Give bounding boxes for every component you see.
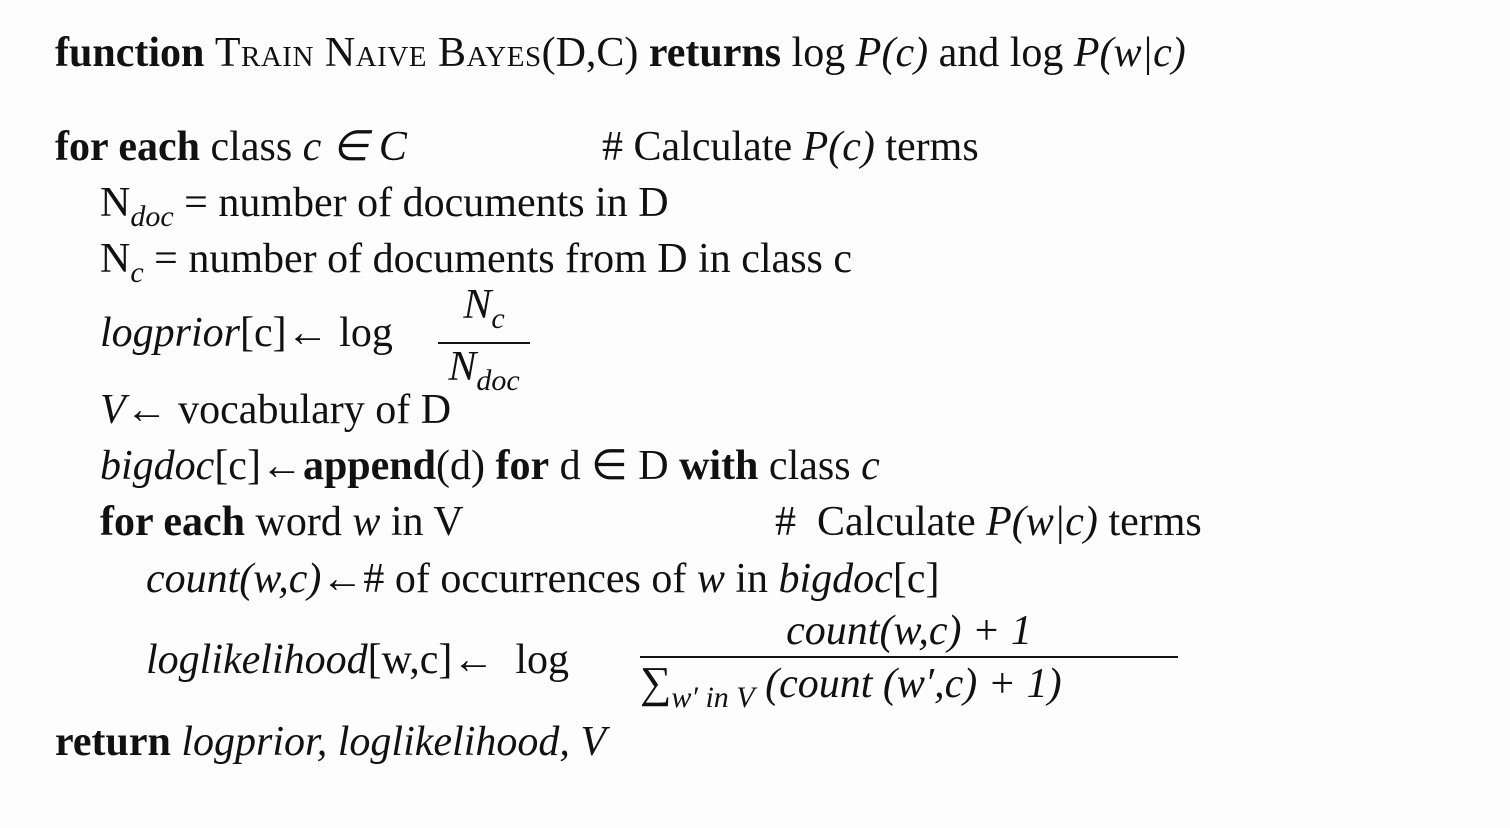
returns-log: log (791, 30, 846, 76)
returns-and: and log (938, 30, 1064, 76)
bigdoc-assign: [c]← (214, 443, 303, 489)
nc-subscript: c (130, 256, 144, 289)
count-in: in (735, 556, 769, 602)
bigdoc-arg: (d) (436, 443, 485, 489)
nc-symbol: N (100, 236, 131, 282)
loglikelihood-name: loglikelihood (146, 637, 368, 683)
count-definition: ←# of occurrences of (321, 556, 687, 602)
count-word-var: w (696, 556, 725, 602)
likelihood-numerator: count(w,c) + 1 (786, 608, 1032, 654)
likelihood-fraction (640, 606, 1178, 723)
keyword-returns: returns (648, 30, 782, 76)
ndoc-symbol: N (100, 180, 131, 226)
comment2-text: Calculate (817, 499, 976, 545)
comment-hash: # (602, 124, 623, 170)
comment-prior (602, 122, 979, 172)
line-count (146, 554, 939, 604)
nc-definition: = number of documents from D in class c (143, 236, 853, 282)
line-return (55, 717, 606, 767)
keyword-for-each-word: for each (100, 499, 246, 545)
class-expr: c ∈ C (302, 124, 407, 170)
count-name: count(w,c) (146, 556, 322, 602)
ndoc-subscript: doc (130, 200, 174, 233)
line-logprior (100, 308, 393, 358)
keyword-with: with (679, 443, 759, 489)
word-text: word (255, 499, 342, 545)
likelihood-denominator: $\sum_{w' in V}$ (count (w′,c) + 1) (640, 658, 1062, 714)
word-var: w (352, 499, 381, 545)
count-bigdoc: bigdoc (778, 556, 893, 602)
comment2-hash: # (775, 499, 796, 545)
line-for-each-word (100, 497, 464, 547)
comment-text: Calculate (633, 124, 793, 170)
keyword-for: for (495, 443, 550, 489)
logprior-assign: [c]← log (240, 310, 393, 356)
keyword-for-each: for each (55, 124, 201, 170)
prior-numerator: $N_c$ (463, 282, 505, 335)
vocab-symbol: V (100, 387, 126, 433)
vocab-definition: ← vocabulary of D (125, 387, 452, 433)
line-vocabulary (100, 385, 451, 435)
keyword-append: append (302, 443, 437, 489)
function-args: (D,C) (541, 30, 639, 76)
bigdoc-membership: d ∈ D (559, 443, 669, 489)
line-bigdoc (100, 441, 880, 491)
prior-denominator: $N_{doc}$ (448, 344, 520, 397)
bigdoc-class-text: class (768, 443, 851, 489)
ndoc-definition: = number of documents in D (173, 180, 669, 226)
keyword-return: return (55, 719, 171, 765)
bigdoc-name: bigdoc (100, 443, 215, 489)
prior-fraction (438, 282, 530, 404)
bigdoc-class-var: c (861, 443, 880, 489)
word-in-v: in V (390, 499, 464, 545)
loglikelihood-log: log (515, 637, 570, 683)
comment-likelihood (775, 497, 1202, 547)
function-name: Train Naive Bayes (214, 30, 542, 76)
comment2-tail: terms (1108, 499, 1202, 545)
comment-expr: P(c) (802, 124, 875, 170)
count-index: [c] (892, 556, 940, 602)
function-signature (55, 28, 1186, 78)
keyword-function: function (55, 30, 205, 76)
line-for-each-class (55, 122, 407, 172)
returns-prior-expr: P(c) (855, 30, 929, 76)
line-loglikelihood (146, 635, 569, 685)
logprior-name: logprior (100, 310, 241, 356)
returns-likelihood-expr: P(w|c) (1073, 30, 1186, 76)
class-text: class (210, 124, 293, 170)
comment-tail: terms (885, 124, 979, 170)
loglikelihood-assign: [w,c]← (367, 637, 495, 683)
comment2-expr: P(w|c) (986, 499, 1098, 545)
line-ndoc (100, 178, 669, 242)
return-values: logprior, loglikelihood, V (181, 719, 607, 765)
